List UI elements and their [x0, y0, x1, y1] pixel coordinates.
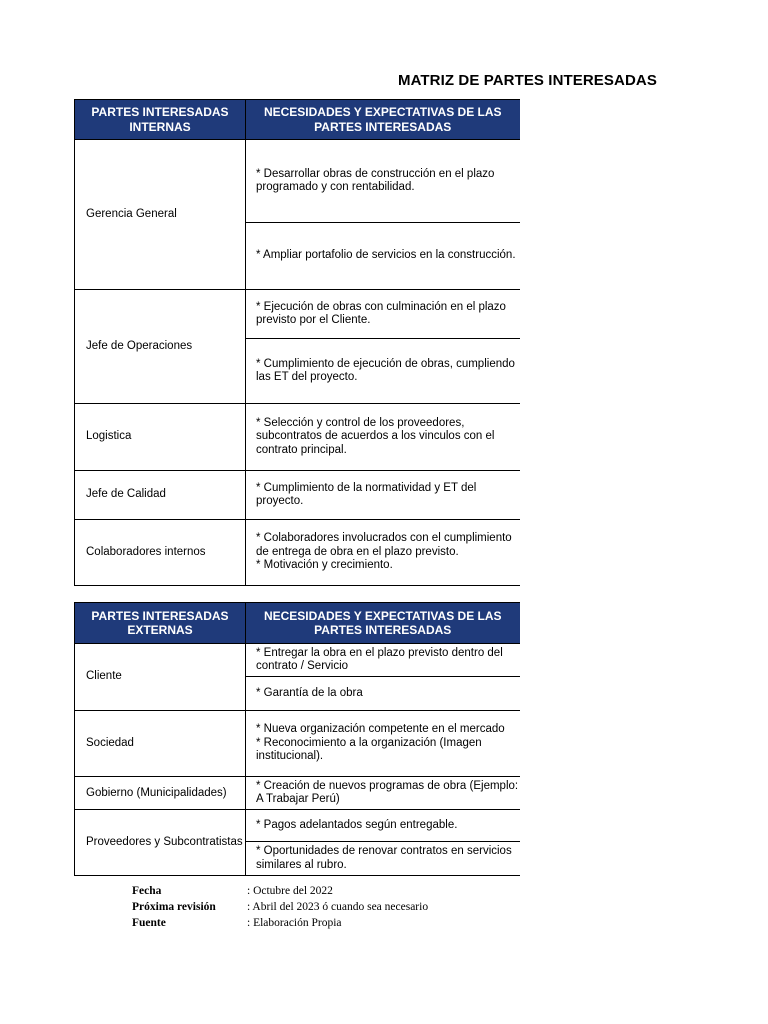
meta-row-date: [132, 883, 428, 899]
stakeholder-name: Jefe de Calidad: [75, 471, 246, 520]
stakeholder-name: Proveedores y Subcontratistas: [75, 810, 246, 876]
table-row: [75, 644, 520, 677]
table-row: [75, 810, 520, 842]
stakeholder-name: Colaboradores internos: [75, 520, 246, 586]
need-cell: * Entregar la obra en el plazo previsto dentro del contrato / Servicio: [246, 644, 520, 677]
header-needs: NECESIDADES Y EXPECTATIVAS DE LAS PARTES INTERESADAS: [246, 603, 520, 644]
external-stakeholders-table: [74, 602, 520, 876]
stakeholder-name: Gobierno (Municipalidades): [75, 777, 246, 810]
stakeholder-name: Gerencia General: [75, 140, 246, 290]
stakeholder-name: Logistica: [75, 404, 246, 471]
meta-label: Fuente: [132, 917, 166, 929]
need-cell: * Ejecución de obras con culminación en el plazo previsto por el Cliente.: [246, 290, 520, 339]
need-cell: * Cumplimiento de ejecución de obras, cumpliendo las ET del proyecto.: [246, 339, 520, 404]
header-stakeholders: PARTES INTERESADAS INTERNAS: [75, 100, 246, 140]
table-header-row: [75, 603, 520, 644]
internal-stakeholders-table: [74, 99, 520, 586]
stakeholder-name: Jefe de Operaciones: [75, 290, 246, 404]
meta-label: Próxima revisión: [132, 901, 216, 913]
table-row: [75, 290, 520, 339]
document-metadata: [132, 883, 428, 931]
need-cell: * Colaboradores involucrados con el cumplimiento de entrega de obra en el plazo previsto. * Motivación y crecimiento.: [246, 520, 520, 586]
need-cell: * Garantía de la obra: [246, 677, 520, 711]
meta-row-next-review: [132, 899, 428, 915]
need-cell: * Creación de nuevos programas de obra (Ejemplo: A Trabajar Perú): [246, 777, 520, 810]
table-row: [75, 711, 520, 777]
meta-value: : Elaboración Propia: [247, 917, 342, 929]
table-row: [75, 471, 520, 520]
need-cell: * Pagos adelantados según entregable.: [246, 810, 520, 842]
meta-value: : Octubre del 2022: [247, 885, 333, 897]
table-row: [75, 777, 520, 810]
meta-row-source: [132, 915, 428, 931]
meta-value: : Abril del 2023 ó cuando sea necesario: [247, 901, 429, 913]
header-stakeholders: PARTES INTERESADAS EXTERNAS: [75, 603, 246, 644]
page-title: MATRIZ DE PARTES INTERESADAS: [398, 72, 657, 89]
need-cell: * Desarrollar obras de construcción en el plazo programado y con rentabilidad.: [246, 140, 520, 223]
need-cell: * Oportunidades de renovar contratos en servicios similares al rubro.: [246, 842, 520, 876]
meta-label: Fecha: [132, 885, 162, 897]
table-row: [75, 404, 520, 471]
need-cell: * Selección y control de los proveedores, subcontratos de acuerdos a los vinculos con el contrato principal.: [246, 404, 520, 471]
stakeholder-name: Sociedad: [75, 711, 246, 777]
need-cell: * Nueva organización competente en el mercado * Reconocimiento a la organización (Imagen institucional).: [246, 711, 520, 777]
table-row: [75, 140, 520, 223]
table-header-row: [75, 100, 520, 140]
table-row: [75, 520, 520, 586]
header-needs: NECESIDADES Y EXPECTATIVAS DE LAS PARTES INTERESADAS: [246, 100, 520, 140]
stakeholder-name: Cliente: [75, 644, 246, 711]
need-cell: * Ampliar portafolio de servicios en la construcción.: [246, 223, 520, 290]
need-cell: * Cumplimiento de la normatividad y ET del proyecto.: [246, 471, 520, 520]
